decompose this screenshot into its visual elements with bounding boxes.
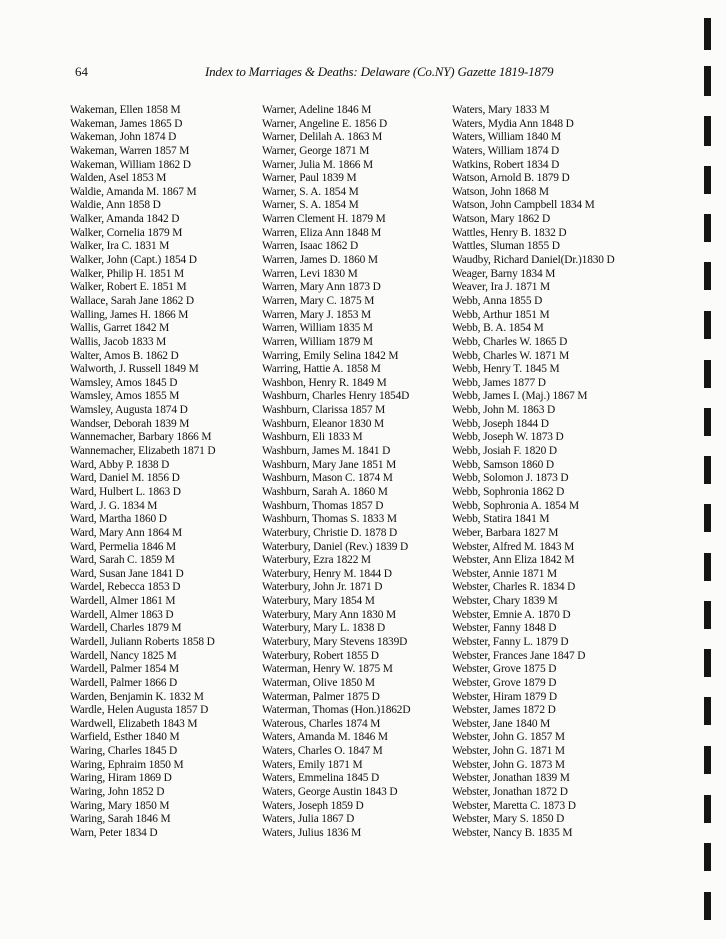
binding-mark	[704, 116, 711, 146]
binding-mark	[704, 166, 711, 194]
index-entry: Wardell, Palmer 1854 M	[70, 663, 180, 676]
index-entry: Wallace, Sarah Jane 1862 D	[70, 294, 194, 307]
index-entry: Warring, Emily Selina 1842 M	[262, 349, 399, 362]
index-entry: Webster, Jonathan 1872 D	[452, 786, 568, 799]
index-entry: Webster, Charles R. 1834 D	[452, 581, 576, 594]
index-entry: Washburn, Clarissa 1857 M	[262, 404, 386, 417]
binding-mark	[704, 795, 711, 823]
index-entry: Waterbury, Ezra 1822 M	[262, 554, 371, 567]
index-entry: Waters, George Austin 1843 D	[262, 786, 398, 799]
index-entry: Warren, James D. 1860 M	[262, 254, 378, 267]
binding-mark	[704, 649, 711, 677]
index-entry: Warfield, Esther 1840 M	[70, 731, 180, 744]
binding-mark	[704, 601, 711, 629]
index-entry: Webster, Ann Eliza 1842 M	[452, 554, 575, 567]
index-entry: Watson, John 1868 M	[452, 185, 549, 198]
binding-mark	[704, 18, 711, 50]
index-entry: Ward, Sarah C. 1859 M	[70, 554, 175, 567]
binding-mark	[704, 66, 711, 96]
index-entry: Wattles, Sluman 1855 D	[452, 240, 560, 253]
index-entry: Waring, Sarah 1846 M	[70, 813, 171, 826]
index-entry: Webster, Chary 1839 M	[452, 595, 558, 608]
index-entry: Webster, Jane 1840 M	[452, 717, 551, 730]
index-entry: Warner, Paul 1839 M	[262, 172, 357, 185]
index-entry: Webster, Mary S. 1850 D	[452, 813, 565, 826]
index-entry: Ward, Daniel M. 1856 D	[70, 472, 180, 485]
index-entry: Wardell, Nancy 1825 M	[70, 649, 177, 662]
binding-mark	[704, 214, 711, 242]
index-entry: Washburn, Thomas 1857 D	[262, 499, 384, 512]
index-entry: Washburn, Sarah A. 1860 M	[262, 485, 388, 498]
index-entry: Webb, Sophronia A. 1854 M	[452, 499, 579, 512]
index-entry: Wakeman, Ellen 1858 M	[70, 104, 181, 116]
index-entry: Walker, John (Capt.) 1854 D	[70, 254, 197, 267]
index-entry: Walker, Robert E. 1851 M	[70, 281, 187, 294]
index-entry: Washburn, Mary Jane 1851 M	[262, 458, 397, 471]
index-entry: Wamsley, Amos 1845 D	[70, 376, 178, 389]
index-entry: Wardell, Juliann Roberts 1858 D	[70, 635, 215, 648]
index-entry: Washburn, Eli 1833 M	[262, 431, 363, 444]
index-entry: Watson, Mary 1862 D	[452, 213, 551, 226]
index-entry: Wardel, Rebecca 1853 D	[70, 581, 181, 594]
binding-mark	[704, 311, 711, 339]
index-entry: Waters, Charles O. 1847 M	[262, 745, 383, 758]
index-entry: Waters, Mary 1833 M	[452, 104, 550, 116]
index-entry: Warren, Mary C. 1875 M	[262, 294, 375, 307]
index-entry: Webb, Josiah F. 1820 D	[452, 445, 557, 458]
index-entry: Waterman, Henry W. 1875 M	[262, 663, 393, 676]
index-entry: Wannemacher, Barbary 1866 M	[70, 431, 212, 444]
index-entry: Washburn, Charles Henry 1854D	[262, 390, 410, 403]
binding-mark	[704, 843, 711, 871]
page-number: 64	[75, 64, 88, 79]
index-entry: Webster, James 1872 D	[452, 704, 556, 717]
index-entry: Walworth, J. Russell 1849 M	[70, 363, 199, 376]
index-entry: Washburn, Mason C. 1874 M	[262, 472, 393, 485]
index-entry: Waterman, Thomas (Hon.)1862D	[262, 704, 411, 717]
index-entry: Webster, Fanny L. 1879 D	[452, 635, 569, 648]
index-entry: Webb, Sophronia 1862 D	[452, 485, 565, 498]
index-entry: Walling, James H. 1866 M	[70, 308, 189, 321]
index-entry: Ward, J. G. 1834 M	[70, 499, 158, 512]
index-entry: Warden, Benjamin K. 1832 M	[70, 690, 204, 703]
index-entry: Wardell, Almer 1861 M	[70, 595, 176, 608]
index-entry: Webb, Charles W. 1865 D	[452, 335, 568, 348]
index-entry: Waring, Ephraim 1850 M	[70, 758, 184, 771]
index-entry: Waterman, Olive 1850 M	[262, 676, 375, 689]
index-entry: Waterbury, John Jr. 1871 D	[262, 581, 383, 594]
index-entry: Waters, Julia 1867 D	[262, 813, 355, 826]
index-entry: Ward, Hulbert L. 1863 D	[70, 485, 181, 498]
index-entry: Webster, Maretta C. 1873 D	[452, 799, 576, 812]
binding-mark	[704, 262, 711, 290]
index-entry: Warner, S. A. 1854 M	[262, 199, 359, 212]
index-entry: Waldie, Ann 1858 D	[70, 199, 161, 212]
index-entry: Waterbury, Henry M. 1844 D	[262, 567, 392, 580]
index-entry: Webster, John G. 1857 M	[452, 731, 565, 744]
index-entry: Washburn, Eleanor 1830 M	[262, 417, 385, 430]
index-entry: Warring, Hattie A. 1858 M	[262, 363, 381, 376]
index-entry: Waterbury, Mary 1854 M	[262, 595, 375, 608]
index-entry: Wardell, Almer 1863 D	[70, 608, 174, 621]
index-entry: Warner, Julia M. 1866 M	[262, 158, 373, 171]
index-entry: Wannemacher, Elizabeth 1871 D	[70, 445, 216, 458]
index-entry: Waters, Julius 1836 M	[262, 826, 362, 839]
binding-mark	[704, 504, 711, 532]
index-entry: Wandser, Deborah 1839 M	[70, 417, 190, 430]
index-entry: Wardell, Palmer 1866 D	[70, 676, 178, 689]
index-entry: Webb, Joseph W. 1873 D	[452, 431, 564, 444]
index-entry: Wakeman, James 1865 D	[70, 117, 183, 130]
index-entry: Watson, Arnold B. 1879 D	[452, 172, 570, 185]
index-entry: Weaver, Ira J. 1871 M	[452, 281, 550, 294]
index-entry: Waring, Hiram 1869 D	[70, 772, 172, 785]
index-entry: Watson, John Campbell 1834 M	[452, 199, 595, 212]
index-entry: Wallis, Jacob 1833 M	[70, 335, 167, 348]
index-column-3	[452, 104, 615, 841]
index-entry: Wattles, Henry B. 1832 D	[452, 226, 567, 239]
index-entry: Waldie, Amanda M. 1867 M	[70, 185, 197, 198]
index-entry: Waring, Charles 1845 D	[70, 745, 178, 758]
index-entry: Warner, S. A. 1854 M	[262, 185, 359, 198]
index-entry: Wamsley, Amos 1855 M	[70, 390, 180, 403]
index-entry: Ward, Permelia 1846 M	[70, 540, 177, 553]
index-entry: Waters, Emmelina 1845 D	[262, 772, 380, 785]
index-entry: Waters, Amanda M. 1846 M	[262, 731, 388, 744]
index-entry: Waterous, Charles 1874 M	[262, 717, 381, 730]
index-entry: Webster, John G. 1871 M	[452, 745, 565, 758]
index-column-1	[70, 104, 215, 841]
index-entry: Webster, Frances Jane 1847 D	[452, 649, 586, 662]
index-entry: Webb, Anna 1855 D	[452, 294, 543, 307]
index-entry: Waterbury, Mary Ann 1830 M	[262, 608, 396, 621]
index-entry: Warren, Mary J. 1853 M	[262, 308, 372, 321]
index-entry: Webster, Emnie A. 1870 D	[452, 608, 571, 621]
index-entry: Warren, Isaac 1862 D	[262, 240, 359, 253]
index-entry: Walker, Cornelia 1879 M	[70, 226, 183, 239]
index-entry: Webster, Grove 1879 D	[452, 676, 557, 689]
index-entry: Webb, Solomon J. 1873 D	[452, 472, 569, 485]
binding-mark	[704, 892, 711, 920]
index-entry: Waring, John 1852 D	[70, 786, 165, 799]
index-entry: Weber, Barbara 1827 M	[452, 526, 559, 539]
index-entry: Webster, John G. 1873 M	[452, 758, 565, 771]
index-entry: Waring, Mary 1850 M	[70, 799, 170, 812]
index-entry: Webster, Fanny 1848 D	[452, 622, 557, 635]
binding-mark	[704, 697, 711, 725]
index-column-2	[262, 104, 410, 841]
index-entry: Webb, Charles W. 1871 M	[452, 349, 570, 362]
index-entry: Waterman, Palmer 1875 D	[262, 690, 380, 703]
index-entry: Webster, Jonathan 1839 M	[452, 772, 570, 785]
index-entry: Watkins, Robert 1834 D	[452, 158, 560, 171]
index-entry: Webb, B. A. 1854 M	[452, 322, 544, 335]
index-entry: Ward, Martha 1860 D	[70, 513, 167, 526]
index-entry: Waterbury, Mary Stevens 1839D	[262, 635, 408, 648]
index-entry: Waterbury, Christie D. 1878 D	[262, 526, 398, 539]
index-entry: Webb, James 1877 D	[452, 376, 546, 389]
index-entry: Webster, Annie 1871 M	[452, 567, 557, 580]
index-entry: Webster, Nancy B. 1835 M	[452, 826, 573, 839]
index-entry: Waterbury, Daniel (Rev.) 1839 D	[262, 540, 409, 553]
binding-mark	[704, 360, 711, 388]
index-entry: Webb, John M. 1863 D	[452, 404, 556, 417]
running-title: Index to Marriages & Deaths: Delaware (Co.NY) Gazette 1819-1879	[205, 64, 554, 79]
binding-mark	[704, 746, 711, 774]
index-entry: Waters, Joseph 1859 D	[262, 799, 364, 812]
index-entry: Washburn, James M. 1841 D	[262, 445, 391, 458]
index-entry: Washbon, Henry R. 1849 M	[262, 376, 387, 389]
index-entry: Wardwell, Elizabeth 1843 M	[70, 717, 198, 730]
index-entry: Webster, Grove 1875 D	[452, 663, 557, 676]
index-entry: Waudby, Richard Daniel(Dr.)1830 D	[452, 254, 615, 267]
index-entry: Waters, William 1840 M	[452, 131, 562, 144]
index-entry: Walker, Ira C. 1831 M	[70, 240, 170, 253]
index-entry: Warn, Peter 1834 D	[70, 826, 158, 839]
index-entry: Walter, Amos B. 1862 D	[70, 349, 179, 362]
index-entry: Warren, Mary Ann 1873 D	[262, 281, 381, 294]
binding-mark	[704, 408, 711, 436]
index-entry: Warner, Angeline E. 1856 D	[262, 117, 388, 130]
index-entry: Walker, Amanda 1842 D	[70, 213, 180, 226]
index-entry: Washburn, Thomas S. 1833 M	[262, 513, 397, 526]
index-entry: Wakeman, William 1862 D	[70, 158, 191, 171]
index-entry: Weager, Barny 1834 M	[452, 267, 556, 280]
index-entry: Warren, William 1879 M	[262, 335, 373, 348]
index-entry: Webb, Samson 1860 D	[452, 458, 554, 471]
index-entry: Ward, Abby P. 1838 D	[70, 458, 170, 471]
index-entry: Waterbury, Robert 1855 D	[262, 649, 379, 662]
index-entry: Waterbury, Mary L. 1838 D	[262, 622, 386, 635]
index-entry: Webb, Joseph 1844 D	[452, 417, 549, 430]
index-entry: Warner, Delilah A. 1863 M	[262, 131, 383, 144]
index-entry: Wamsley, Augusta 1874 D	[70, 404, 188, 417]
index-entry: Webb, Henry T. 1845 M	[452, 363, 560, 376]
binding-mark	[704, 553, 711, 581]
index-entry: Ward, Susan Jane 1841 D	[70, 567, 184, 580]
index-entry: Warren Clement H. 1879 M	[262, 213, 386, 226]
index-entry: Warner, George 1871 M	[262, 144, 370, 157]
index-entry: Waters, William 1874 D	[452, 144, 560, 157]
index-entry: Waters, Emily 1871 M	[262, 758, 363, 771]
index-entry: Webb, Arthur 1851 M	[452, 308, 550, 321]
index-entry: Warren, Eliza Ann 1848 M	[262, 226, 382, 239]
index-entry: Wakeman, Warren 1857 M	[70, 144, 190, 157]
index-entry: Wallis, Garret 1842 M	[70, 322, 170, 335]
index-entry: Walker, Philip H. 1851 M	[70, 267, 184, 280]
index-entry: Warren, William 1835 M	[262, 322, 373, 335]
index-entry: Wardell, Charles 1879 M	[70, 622, 182, 635]
index-entry: Wardle, Helen Augusta 1857 D	[70, 704, 209, 717]
index-entry: Wakeman, John 1874 D	[70, 131, 177, 144]
index-entry: Webster, Alfred M. 1843 M	[452, 540, 575, 553]
index-entry: Webster, Hiram 1879 D	[452, 690, 557, 703]
index-entry: Warner, Adeline 1846 M	[262, 104, 372, 116]
index-entry: Waters, Mydia Ann 1848 D	[452, 117, 574, 130]
index-entry: Ward, Mary Ann 1864 M	[70, 526, 183, 539]
index-entry: Webb, Statira 1841 M	[452, 513, 550, 526]
index-entry: Walden, Asel 1853 M	[70, 172, 167, 185]
index-entry: Webb, James I. (Maj.) 1867 M	[452, 390, 588, 403]
index-entry: Warren, Levi 1830 M	[262, 267, 358, 280]
binding-mark	[704, 456, 711, 484]
